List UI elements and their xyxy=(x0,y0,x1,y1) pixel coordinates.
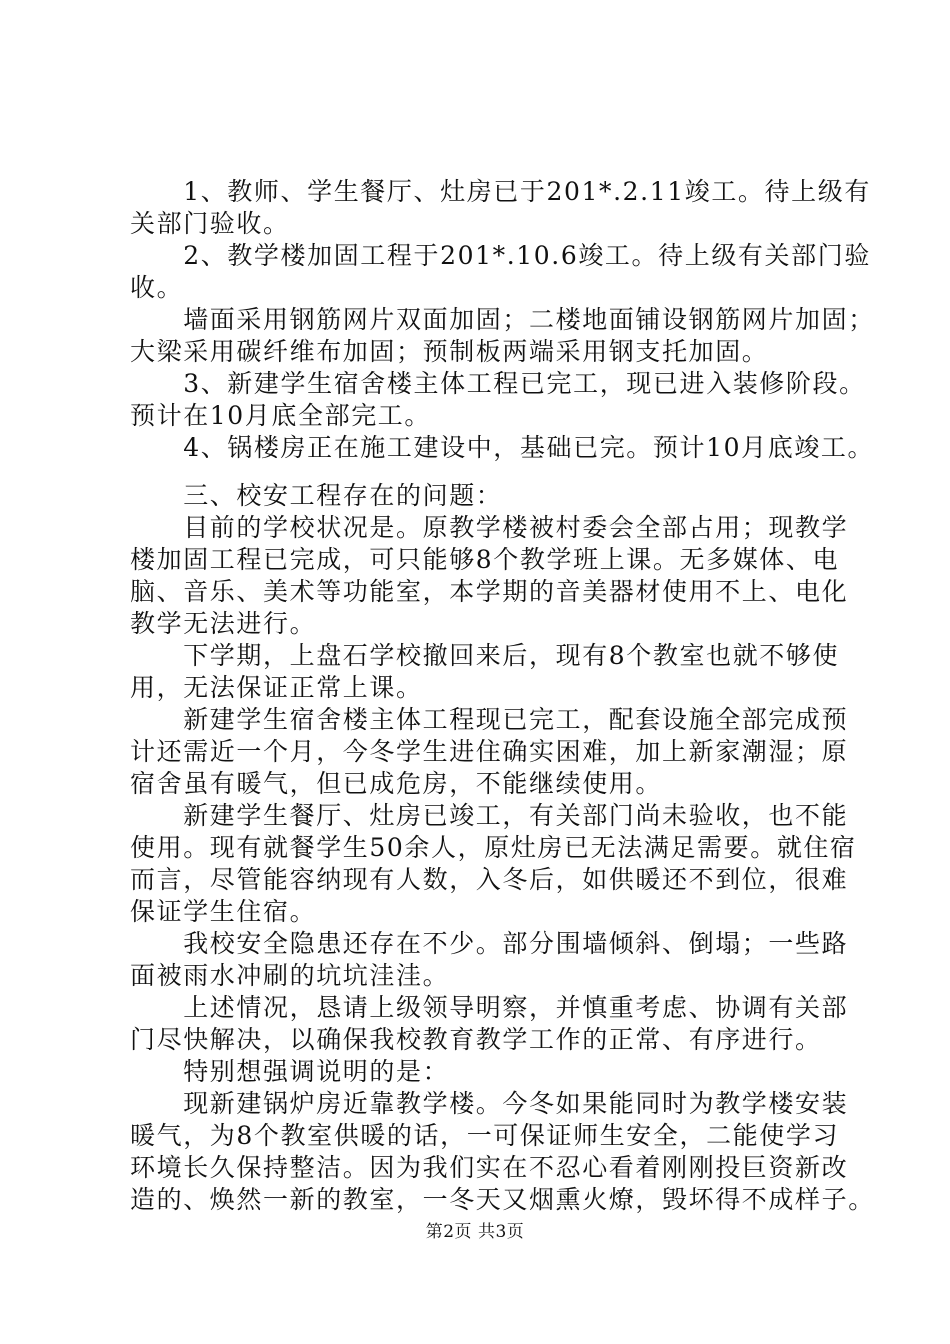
text-line: 暖气，为8个教室供暖的话，一可保证师生安全，二能使学习 xyxy=(130,1121,840,1150)
section-heading: 三、校安工程存在的问题： xyxy=(130,481,503,510)
text-line: 用，无法保证正常上课。 xyxy=(130,673,423,702)
text-line: 特别想强调说明的是： xyxy=(130,1057,450,1086)
page-number-footer: 第2页 共3页 xyxy=(425,1222,525,1242)
text-line: 1、教师、学生餐厅、灶房已于201*.2.11竣工。待上级有 xyxy=(130,177,871,206)
text-line: 收。 xyxy=(130,273,184,302)
text-line: 下学期，上盘石学校撤回来后，现有8个教室也就不够使 xyxy=(130,641,840,670)
text-line: 上述情况，恳请上级领导明察，并慎重考虑、协调有关部 xyxy=(130,993,849,1022)
text-line: 新建学生餐厅、灶房已竣工，有关部门尚未验收，也不能 xyxy=(130,801,849,830)
text-line: 而言，尽管能容纳现有人数，入冬后，如供暖还不到位，很难 xyxy=(130,865,849,894)
text-line: 目前的学校状况是。原教学楼被村委会全部占用；现教学 xyxy=(130,513,849,542)
text-line: 4、锅楼房正在施工建设中，基础已完。预计10月底竣工。 xyxy=(130,433,875,462)
text-line: 脑、音乐、美术等功能室，本学期的音美器材使用不上、电化 xyxy=(130,577,849,606)
text-line: 使用。现有就餐学生50余人，原灶房已无法满足需要。就住宿 xyxy=(130,833,857,862)
text-line: 计还需近一个月，今冬学生进住确实困难，加上新家潮湿；原 xyxy=(130,737,849,766)
text-line: 3、新建学生宿舍楼主体工程已完工，现已进入装修阶段。 xyxy=(130,369,866,398)
text-line: 墙面采用钢筋网片双面加固；二楼地面铺设钢筋网片加固； xyxy=(130,305,875,334)
text-line: 我校安全隐患还存在不少。部分围墙倾斜、倒塌；一些路 xyxy=(130,929,849,958)
text-line: 造的、焕然一新的教室，一冬天又烟熏火燎，毁坏得不成样子。 xyxy=(130,1185,875,1214)
text-line: 新建学生宿舍楼主体工程现已完工，配套设施全部完成预 xyxy=(130,705,849,734)
text-line: 宿舍虽有暖气，但已成危房，不能继续使用。 xyxy=(130,769,663,798)
text-line: 保证学生住宿。 xyxy=(130,897,317,926)
text-line: 现新建锅炉房近靠教学楼。今冬如果能同时为教学楼安装 xyxy=(130,1089,849,1118)
text-line: 环境长久保持整洁。因为我们实在不忍心看着刚刚投巨资新改 xyxy=(130,1153,849,1182)
text-line: 教学无法进行。 xyxy=(130,609,317,638)
text-line: 预计在10月底全部完工。 xyxy=(130,401,432,430)
text-line: 面被雨水冲刷的坑坑洼洼。 xyxy=(130,961,450,990)
text-line: 门尽快解决，以确保我校教育教学工作的正常、有序进行。 xyxy=(130,1025,822,1054)
text-line: 2、教学楼加固工程于201*.10.6竣工。待上级有关部门验 xyxy=(130,241,871,270)
text-line: 大梁采用碳纤维布加固；预制板两端采用钢支托加固。 xyxy=(130,337,769,366)
text-line: 楼加固工程已完成，可只能够8个教学班上课。无多媒体、电 xyxy=(130,545,840,574)
text-line: 关部门验收。 xyxy=(130,209,290,238)
